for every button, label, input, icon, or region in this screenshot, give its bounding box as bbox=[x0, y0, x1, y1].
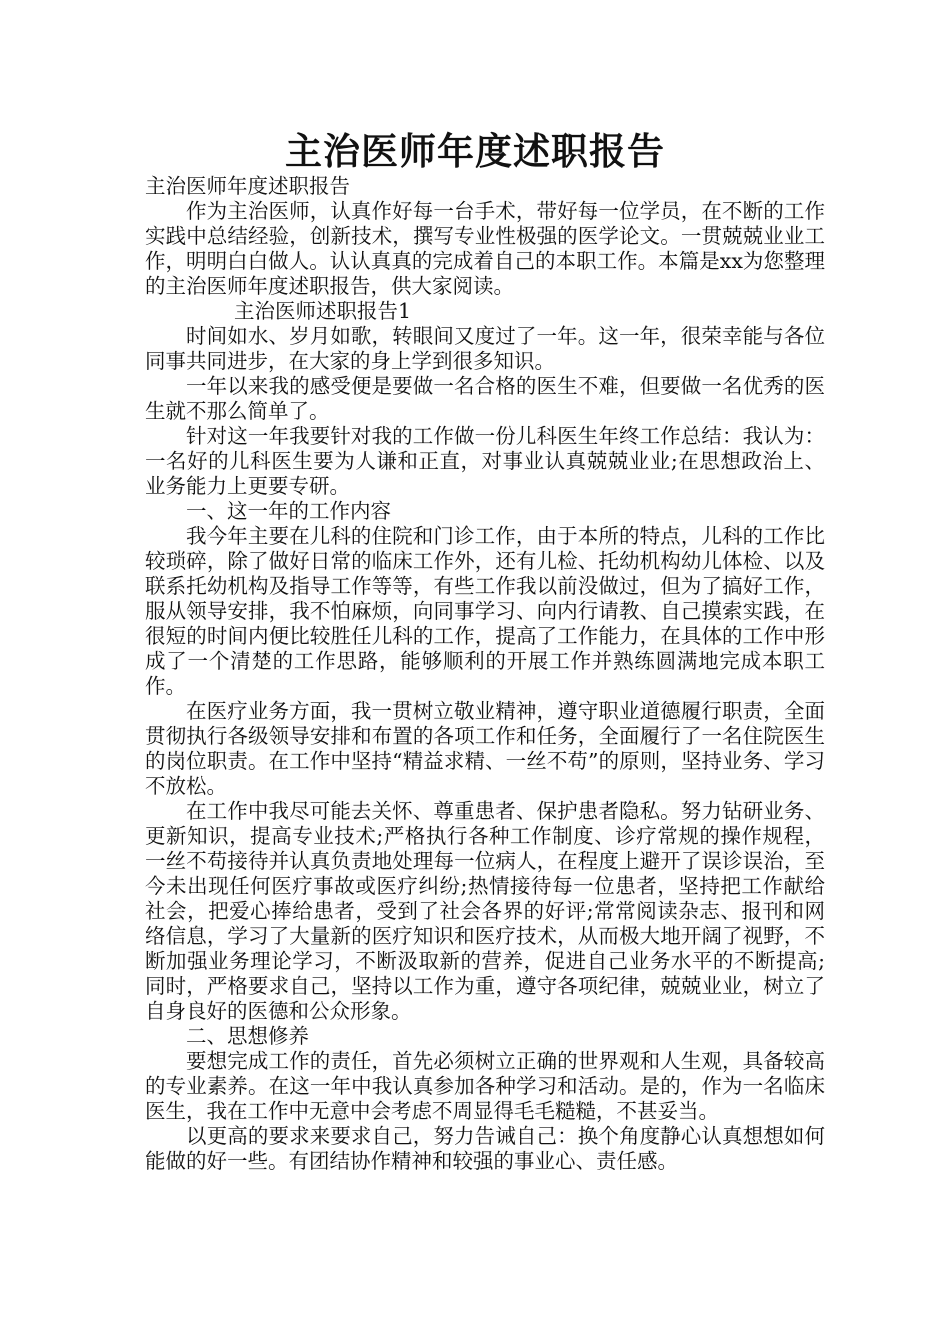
body-paragraph: 针对这一年我要针对我的工作做一份儿科医生年终工作总结：我认为：一名好的儿科医生要为人谦和正直，对事业认真兢兢业业;在思想政治上、业务能力上更要专研。 bbox=[145, 424, 825, 498]
body-paragraph: 时间如水、岁月如歌，转眼间又度过了一年。这一年，很荣幸能与各位同事共同进步，在大家的身上学到很多知识。 bbox=[145, 324, 825, 373]
body-paragraph: 一年以来我的感受便是要做一名合格的医生不难，但要做一名优秀的医生就不那么简单了。 bbox=[145, 374, 825, 423]
document-body bbox=[145, 174, 825, 1174]
body-paragraph: 我今年主要在儿科的住院和门诊工作，由于本所的特点，儿科的工作比较琐碎，除了做好日常的临床工作外，还有儿检、托幼机构幼儿体检、以及联系托幼机构及指导工作等等，有些工作我以前没做过，但为了搞好工作，服从领导安排，我不怕麻烦，向同事学习、向内行请教、自己摸索实践，在很短的时间内便比较胜任儿科的工作，提高了工作能力，在具体的工作中形成了一个清楚的工作思路，能够顺利的开展工作并熟练圆满地完成本职工作。 bbox=[145, 524, 825, 698]
body-paragraph: 在工作中我尽可能去关怀、尊重患者、保护患者隐私。努力钻研业务、更新知识，提高专业技术;严格执行各种工作制度、诊疗常规的操作规程，一丝不苟接待并认真负责地处理每一位病人，在程度上避开了误诊误治，至今未出现任何医疗事故或医疗纠纷;热情接待每一位患者，坚持把工作献给社会，把爱心捧给患者，受到了社会各界的好评;常常阅读杂志、报刊和网络信息，学习了大量新的医疗知识和医疗技术，从而极大地开阔了视野，不断加强业务理论学习，不断汲取新的营养，促进自己业务水平的不断提高;同时，严格要求自己，坚持以工作为重，遵守各项纪律，兢兢业业，树立了自身良好的医德和公众形象。 bbox=[145, 799, 825, 1023]
doc-subtitle: 主治医师年度述职报告 bbox=[145, 174, 350, 198]
body-paragraph: 要想完成工作的责任，首先必须树立正确的世界观和人生观，具备较高的专业素养。在这一年中我认真参加各种学习和活动。是的，作为一名临床医生，我在工作中无意中会考虑不周显得毛毛糙糙，不甚妥当。 bbox=[145, 1049, 825, 1123]
section-heading-work: 一、这一年的工作内容 bbox=[186, 499, 391, 523]
document-title: 主治医师年度述职报告 bbox=[285, 129, 665, 173]
body-paragraph: 以更高的要求来要求自己，努力告诫自己：换个角度静心认真想想如何能做的好一些。有团结协作精神和较强的事业心、责任感。 bbox=[145, 1124, 825, 1173]
body-paragraph: 在医疗业务方面，我一贯树立敬业精神，遵守职业道德履行职责，全面贯彻执行各级领导安排和布置的各项工作和任务，全面履行了一名住院医生的岗位职责。在工作中坚持“精益求精、一丝不苟”的原则，坚持业务、学习不放松。 bbox=[145, 699, 825, 798]
report-heading: 主治医师述职报告1 bbox=[234, 299, 412, 323]
section-heading-thought: 二、思想修养 bbox=[186, 1024, 309, 1048]
intro-paragraph: 作为主治医师，认真作好每一台手术，带好每一位学员，在不断的工作实践中总结经验，创新技术，撰写专业性极强的医学论文。一贯兢兢业业工作，明明白白做人。认认真真的完成着自己的本职工作。本篇是xx为您整理的主治医师年度述职报告，供大家阅读。 bbox=[145, 199, 825, 298]
